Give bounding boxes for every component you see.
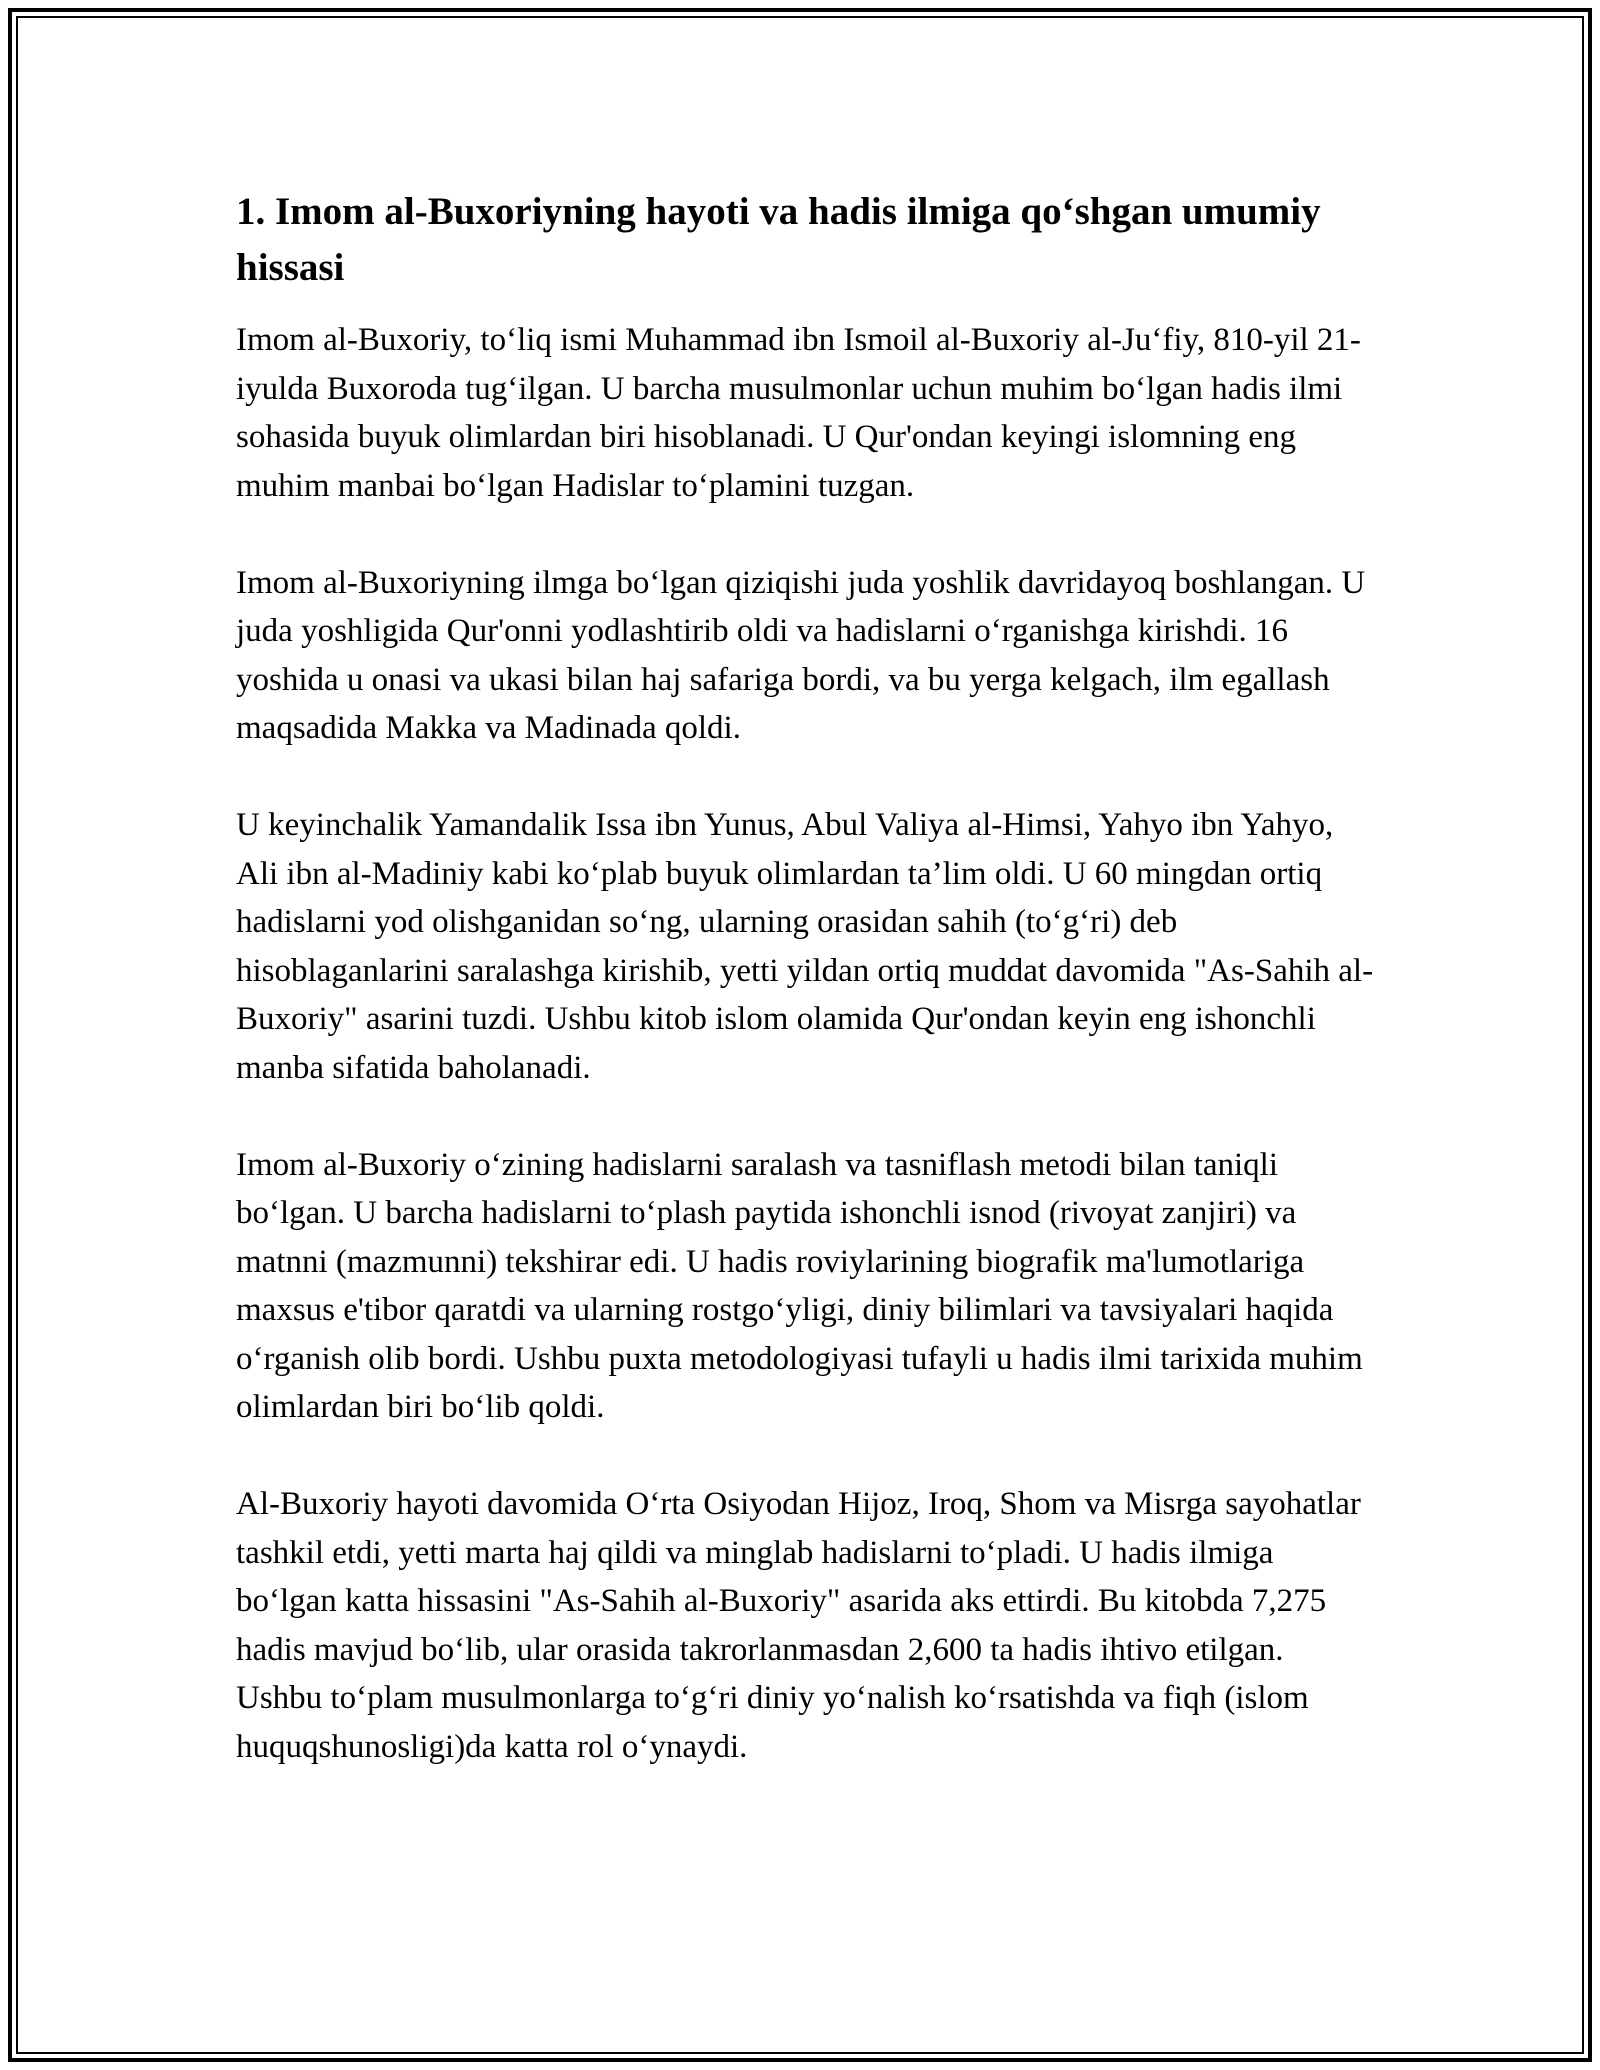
paragraph-1: Imom al-Buxoriy, to‘liq ismi Muhammad ibn Ismoil al-Buxoriy al-Ju‘fiy, 810-yil 21-iyulda Buxoroda tug‘ilgan. U barcha musulmonlar uchun muhim bo‘lgan hadis ilmi sohasida buyuk olimlardan biri hisoblanadi. U Qur'ondan keyingi islomning eng muhim manbai bo‘lgan Hadislar to‘plamini tuzgan. bbox=[236, 322, 1361, 504]
section-heading: 1. Imom al-Buxoriyning hayoti va hadis ilmiga qo‘shgan umumiy hissasi bbox=[236, 190, 1321, 289]
paragraph-3: U keyinchalik Yamandalik Issa ibn Yunus, Abul Valiya al-Himsi, Yahyo ibn Yahyo, Ali ibn al-Madiniy kabi ko‘plab buyuk olimlardan ta’lim oldi. U 60 mingdan ortiq hadislarni yod olishganidan so‘ng, ularning orasidan sahih (to‘g‘ri) deb hisoblaganlarini saralashga kirishib, yetti yildan ortiq muddat davomida "As-Sahih al-Buxoriy" asarini tuzdi. Ushbu kitob islom olamida Qur'ondan keyin eng ishonchli manba sifatida baholanadi. bbox=[236, 807, 1374, 1086]
paragraph-2: Imom al-Buxoriyning ilmga bo‘lgan qiziqishi juda yoshlik davridayoq boshlangan. U juda yoshligida Qur'onni yodlashtirib oldi va hadislarni o‘rganishga kirishdi. 16 yoshida u onasi va ukasi bilan haj safariga bordi, va bu yerga kelgach, ilm egallash maqsadida Makka va Madinada qoldi. bbox=[236, 564, 1366, 746]
document-body bbox=[236, 184, 1376, 1771]
paragraph-5: Al-Buxoriy hayoti davomida O‘rta Osiyodan Hijoz, Iroq, Shom va Misrga sayohatlar tashkil etdi, yetti marta haj qildi va minglab hadislarni to‘pladi. U hadis ilmiga bo‘lgan katta hissasini "As-Sahih al-Buxoriy" asarida aks ettirdi. Bu kitobda 7,275 hadis mavjud bo‘lib, ular orasida takrorlanmasdan 2,600 ta hadis ihtivo etilgan. Ushbu to‘plam musulmonlarga to‘g‘ri diniy yo‘nalish ko‘rsatishda va fiqh (islom huquqshunosligi)da katta rol o‘ynaydi. bbox=[236, 1486, 1361, 1765]
paragraph-4: Imom al-Buxoriy o‘zining hadislarni saralash va tasniflash metodi bilan taniqli bo‘lgan. U barcha hadislarni to‘plash paytida ishonchli isnod (rivoyat zanjiri) va matnni (mazmunni) tekshirar edi. U hadis roviylarining biografik ma'lumotlariga maxsus e'tibor qaratdi va ularning rostgo‘yligi, diniy bilimlari va tavsiyalari haqida o‘rganish olib bordi. Ushbu puxta metodologiyasi tufayli u hadis ilmi tarixida muhim olimlardan biri bo‘lib qoldi. bbox=[236, 1146, 1363, 1425]
